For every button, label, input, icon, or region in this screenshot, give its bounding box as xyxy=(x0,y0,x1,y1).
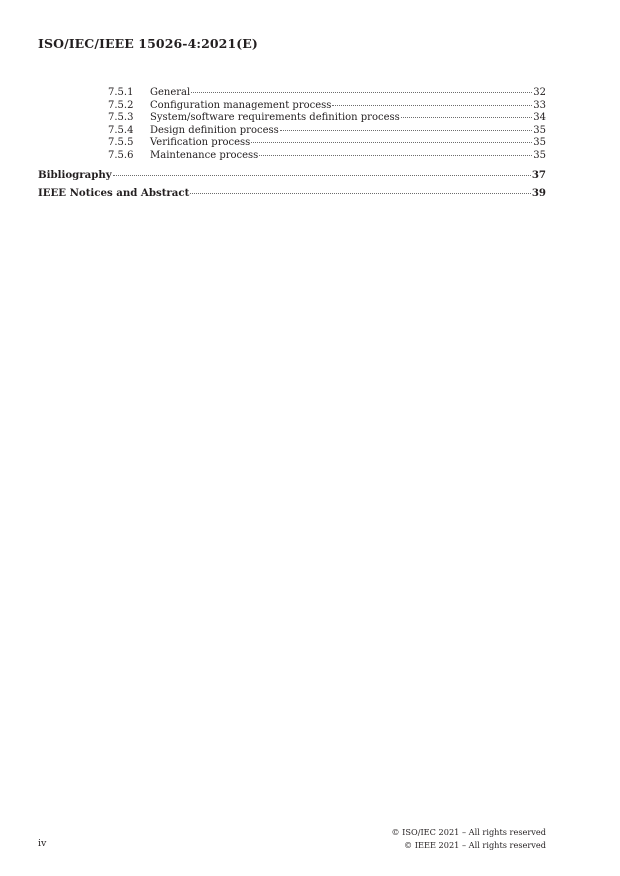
toc-entry-number: 7.5.2 xyxy=(108,99,134,111)
document-header-title: ISO/IEC/IEEE 15026-4:2021(E) xyxy=(38,36,258,51)
toc-dot-leader xyxy=(332,105,532,106)
toc-dot-leader xyxy=(113,175,531,176)
toc-entry-number: 7.5.6 xyxy=(108,149,134,161)
toc-entry-title: System/software requirements definition process xyxy=(150,112,400,123)
toc-entry-page: 39 xyxy=(531,187,546,199)
toc-entry-page: 33 xyxy=(533,99,546,111)
toc-entry-title: Maintenance process xyxy=(150,149,259,161)
toc-dot-leader xyxy=(280,130,533,131)
toc-entry-7-5-5[interactable] xyxy=(108,137,546,149)
toc-entry-page: 35 xyxy=(533,124,546,136)
toc-dot-leader xyxy=(191,92,532,93)
copyright-ieee: © IEEE 2021 – All rights reserved xyxy=(403,839,546,850)
toc-entry-7-5-4[interactable] xyxy=(108,125,546,137)
toc-dot-leader xyxy=(190,193,531,194)
toc-entry-7-5-2[interactable] xyxy=(108,100,546,112)
toc-dot-leader xyxy=(251,142,532,143)
toc-entry-page: 32 xyxy=(533,87,546,98)
toc-entry-page: 34 xyxy=(533,112,546,123)
toc-entry-number: 7.5.1 xyxy=(108,87,134,98)
toc-entry-page: 35 xyxy=(533,137,546,148)
toc-entry-7-5-6[interactable] xyxy=(108,150,546,162)
toc-entry-number: 7.5.5 xyxy=(108,137,134,148)
toc-entry-title: Configuration management process xyxy=(150,99,332,111)
toc-entry-page: 35 xyxy=(533,149,546,161)
toc-entry-bibliography[interactable] xyxy=(38,169,546,181)
toc-entry-page: 37 xyxy=(531,169,546,181)
toc-entry-7-5-1[interactable] xyxy=(108,87,546,99)
toc-entry-title: Verification process xyxy=(150,137,251,148)
toc-entry-number: 7.5.3 xyxy=(108,112,134,123)
toc-entry-ieee-notices[interactable] xyxy=(38,187,546,199)
copyright-iso: © ISO/IEC 2021 – All rights reserved xyxy=(391,827,546,837)
toc-entry-title: Design definition process xyxy=(150,124,279,136)
toc-entry-title: IEEE Notices and Abstract xyxy=(38,187,190,199)
page-number: iv xyxy=(38,838,47,849)
toc-entry-title: General xyxy=(150,87,191,98)
toc-entry-number: 7.5.4 xyxy=(108,124,134,136)
toc-entry-7-5-3[interactable] xyxy=(108,112,546,124)
toc-entry-title: Bibliography xyxy=(38,169,112,181)
toc-dot-leader xyxy=(401,117,533,118)
toc-dot-leader xyxy=(259,155,532,156)
copyright-block xyxy=(391,826,546,851)
